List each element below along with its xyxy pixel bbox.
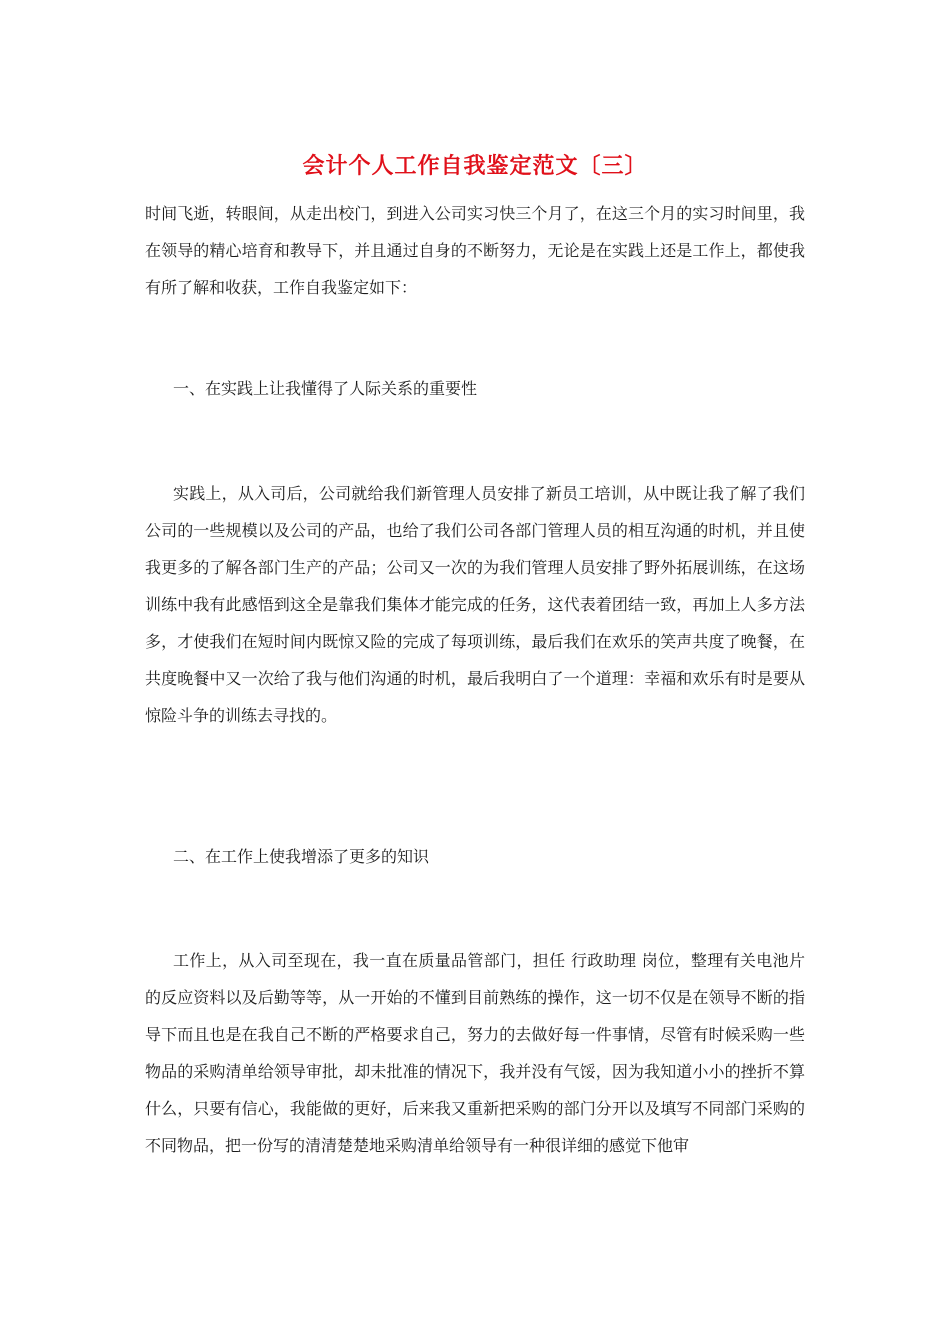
section-2-heading: 二、在工作上使我增添了更多的知识 xyxy=(173,847,430,866)
document-title: 会计个人工作自我鉴定范文〔三〕 xyxy=(302,153,648,179)
section-1-heading: 一、在实践上让我懂得了人际关系的重要性 xyxy=(173,379,478,398)
intro-paragraph: 时间飞逝，转眼间，从走出校门，到进入公司实习快三个月了，在这三个月的实习时间里，我在领导的精心培育和教导下，并且通过自身的不断努力，无论是在实践上还是工作上，都使我有所了解和收获，工作自我鉴定如下： xyxy=(145,204,805,297)
section-2-paragraph: 工作上，从入司至现在，我一直在质量品管部门，担任 行政助理 岗位，整理有关电池片的反应资料以及后勤等等，从一开始的不懂到目前熟练的操作，这一切不仅是在领导不断的指导下而且也是在我自己不断的严格要求自己，努力的去做好每一件事情，尽管有时候采购一些物品的采购清单给领导审批，却未批准的情况下，我并没有气馁，因为我知道小小的挫折不算什么，只要有信心，我能做的更好，后来我又重新把采购的部门分开以及填写不同部门采购的不同物品，把一份写的清清楚楚地采购清单给领导有一种很详细的感觉下他审 xyxy=(145,951,805,1155)
section-1-paragraph: 实践上，从入司后，公司就给我们新管理人员安排了新员工培训，从中既让我了解了我们公司的一些规模以及公司的产品，也给了我们公司各部门管理人员的相互沟通的时机，并且使我更多的了解各部门生产的产品；公司又一次的为我们管理人员安排了野外拓展训练，在这场训练中我有此感悟到这全是靠我们集体才能完成的任务，这代表着团结一致，再加上人多方法多，才使我们在短时间内既惊又险的完成了每项训练，最后我们在欢乐的笑声共度了晚餐，在共度晚餐中又一次给了我与他们沟通的时机，最后我明白了一个道理：幸福和欢乐有时是要从惊险斗争的训练去寻找的。 xyxy=(145,484,805,725)
